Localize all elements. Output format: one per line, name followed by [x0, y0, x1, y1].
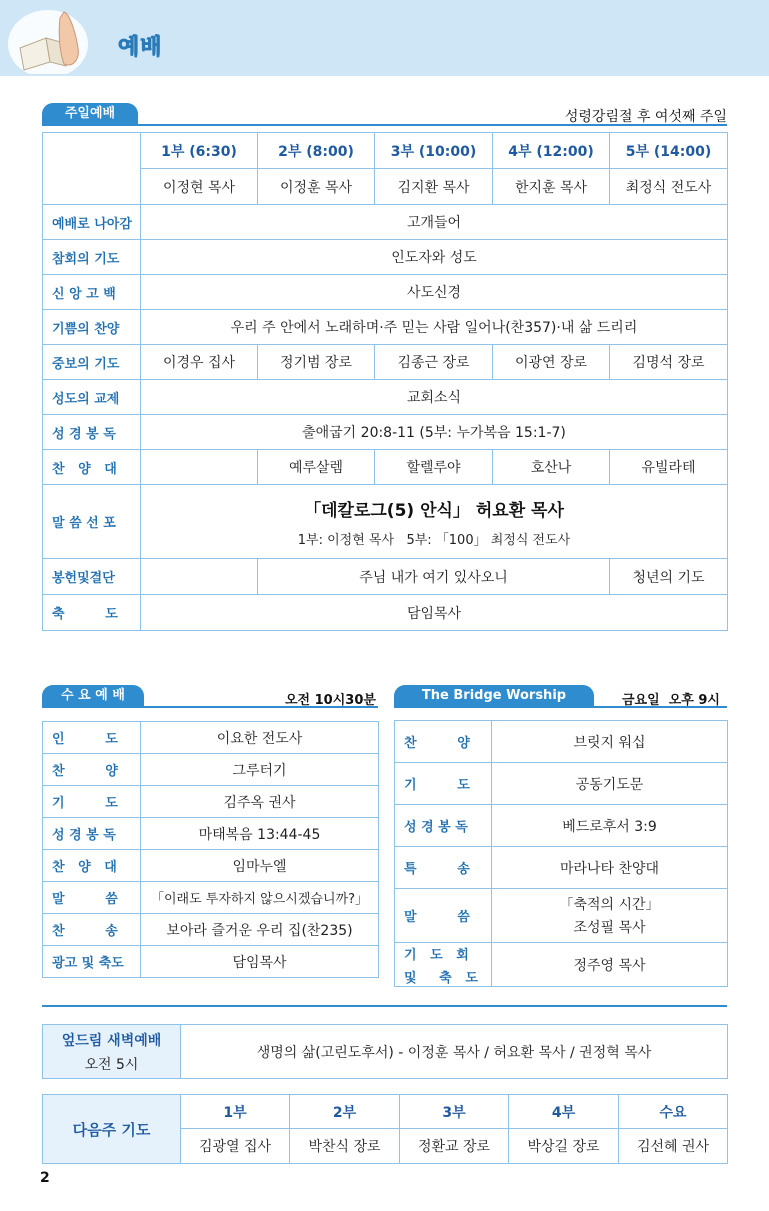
praise-value: 우리 주 안에서 노래하며·주 믿는 사람 일어나(찬357)·내 삶 드리리 — [141, 310, 728, 345]
wednesday-row-label: 찬 양 — [43, 754, 141, 786]
wednesday-row — [43, 818, 379, 850]
wednesday-row-label: 기 도 — [43, 786, 141, 818]
bridge-row-value-line: 브릿지 워십 — [573, 734, 646, 751]
bridge-row-value-line: 공동기도문 — [575, 776, 644, 793]
dawn-time: 오전 5시 — [84, 1056, 139, 1073]
wednesday-row-label: 광고 및 축도 — [43, 946, 141, 978]
row-label-scripture: 성 경 봉 독 — [43, 415, 141, 450]
bridge-row-label — [395, 763, 492, 805]
service-pastor: 김지환 목사 — [375, 169, 493, 205]
bridge-row-value-line: 「축적의 시간」 — [559, 897, 660, 913]
sermon-note: 1부: 이정현 목사 5부: 「100」 최정식 전도사 — [297, 532, 571, 548]
sermon-cell — [141, 485, 728, 559]
dawn-label: 엎드림 새벽예배 — [61, 1032, 162, 1049]
bridge-row-value-line: 베드로후서 3:9 — [562, 818, 657, 835]
wednesday-worship-tab: 수 요 예 배 — [42, 685, 144, 707]
bridge-worship-tab: The Bridge Worship — [394, 685, 594, 707]
intercession-person: 김종근 장로 — [375, 345, 493, 380]
bridge-row — [395, 889, 728, 943]
choir-empty-cell — [141, 450, 258, 485]
row-label-creed: 신 앙 고 백 — [43, 275, 141, 310]
next-week-header: 1부 — [181, 1095, 290, 1129]
page-number: 2 — [40, 1170, 50, 1186]
wednesday-row-value: 「이래도 투자하지 않으시겠습니까?」 — [141, 882, 379, 914]
dawn-prayer-table — [42, 1024, 728, 1079]
creed-value: 사도신경 — [141, 275, 728, 310]
wednesday-row-value: 마태복음 13:44-45 — [141, 818, 379, 850]
bridge-row-label-line: 말 씀 — [404, 910, 470, 925]
wednesday-row-label: 말 씀 — [43, 882, 141, 914]
bridge-worship-table — [394, 720, 728, 987]
page-header — [0, 0, 769, 76]
row-label-benediction: 축 도 — [43, 595, 141, 631]
choir-name: 호산나 — [493, 450, 610, 485]
sunday-season: 성령강림절 후 여섯째 주일 — [564, 109, 727, 125]
service-header: 3부 (10:00) — [375, 133, 493, 169]
wednesday-row-value: 담임목사 — [141, 946, 379, 978]
bridge-row-label — [395, 889, 492, 943]
wednesday-row — [43, 882, 379, 914]
fellowship-value: 교회소식 — [141, 380, 728, 415]
service-pastor: 이정현 목사 — [141, 169, 258, 205]
service-header: 2부 (8:00) — [258, 133, 375, 169]
bridge-row — [395, 847, 728, 889]
sermon-title: 「데칼로그(5) 안식」 허요환 목사 — [304, 500, 564, 521]
bridge-row-label — [395, 721, 492, 763]
next-week-name: 김광열 집사 — [181, 1129, 290, 1164]
bridge-row-value — [492, 805, 728, 847]
bridge-row-label — [395, 805, 492, 847]
bridge-row-value — [492, 847, 728, 889]
wednesday-row-label: 찬 양 대 — [43, 850, 141, 882]
approach-value: 고개들어 — [141, 205, 728, 240]
bridge-row-value — [492, 721, 728, 763]
offering-value: 주님 내가 여기 있사오니 — [258, 559, 610, 595]
bridge-row-label-line: 기 도 회 — [404, 947, 469, 963]
wednesday-row-label: 찬 송 — [43, 914, 141, 946]
dawn-value: 생명의 삶(고린도후서) - 이정훈 목사 / 허요환 목사 / 권정혁 목사 — [181, 1025, 728, 1079]
row-label-praise: 기쁨의 찬양 — [43, 310, 141, 345]
bridge-row-label-line: 및 축 도 — [404, 970, 478, 986]
bridge-row-label — [395, 943, 492, 987]
bridge-row-label-line: 찬 양 — [404, 736, 470, 751]
wednesday-row-value: 그루터기 — [141, 754, 379, 786]
wednesday-row — [43, 850, 379, 882]
next-week-name: 박상길 장로 — [509, 1129, 619, 1164]
next-week-label: 다음주 기도 — [43, 1095, 181, 1164]
service-header: 5부 (14:00) — [610, 133, 728, 169]
bridge-row-label — [395, 847, 492, 889]
bridge-row-value — [492, 889, 728, 943]
service-pastor: 이정훈 목사 — [258, 169, 375, 205]
corner-cell — [43, 133, 141, 205]
choir-name: 예루살렘 — [258, 450, 375, 485]
offering-value-5: 청년의 기도 — [610, 559, 728, 595]
next-week-prayer-table — [42, 1094, 728, 1164]
section-separator — [42, 1005, 727, 1007]
bridge-row-value-line: 마라나타 찬양대 — [559, 860, 660, 877]
choir-name: 할렐루야 — [375, 450, 493, 485]
sunday-worship-tab: 주일예배 — [42, 103, 138, 125]
wednesday-row-value: 이요한 전도사 — [141, 722, 379, 754]
bridge-row — [395, 721, 728, 763]
next-week-name: 김선혜 권사 — [619, 1129, 728, 1164]
offering-empty-cell — [141, 559, 258, 595]
row-label-intercession: 중보의 기도 — [43, 345, 141, 380]
service-header: 4부 (12:00) — [493, 133, 610, 169]
scripture-value: 출애굽기 20:8-11 (5부: 누가복음 15:1-7) — [141, 415, 728, 450]
intercession-person: 정기범 장로 — [258, 345, 375, 380]
next-week-header: 4부 — [509, 1095, 619, 1129]
bridge-row — [395, 805, 728, 847]
wednesday-row-label: 성 경 봉 독 — [43, 818, 141, 850]
bridge-row-value — [492, 943, 728, 987]
choir-name: 유빌라테 — [610, 450, 728, 485]
row-label-approach: 예배로 나아감 — [43, 205, 141, 240]
wednesday-row — [43, 946, 379, 978]
service-header: 1부 (6:30) — [141, 133, 258, 169]
next-week-header: 수요 — [619, 1095, 728, 1129]
praying-hand-bible-icon — [6, 4, 98, 74]
row-label-sermon: 말 씀 선 포 — [43, 485, 141, 559]
row-label-choir: 찬 양 대 — [43, 450, 141, 485]
bridge-row-value-line: 조성필 목사 — [573, 920, 646, 936]
confession-value: 인도자와 성도 — [141, 240, 728, 275]
row-label-offering: 봉헌및결단 — [43, 559, 141, 595]
wednesday-row — [43, 722, 379, 754]
benediction-value: 담임목사 — [141, 595, 728, 631]
bridge-time: 금요일 오후 9시 — [622, 693, 720, 708]
next-week-name: 정환교 장로 — [400, 1129, 509, 1164]
bridge-row-value-line: 정주영 목사 — [573, 957, 646, 974]
wednesday-worship-table — [42, 721, 379, 978]
wednesday-row-value: 보아라 즐거운 우리 집(찬235) — [141, 914, 379, 946]
bridge-row — [395, 943, 728, 987]
bridge-row-label-line: 성 경 봉 독 — [404, 820, 468, 835]
next-week-name: 박찬식 장로 — [290, 1129, 400, 1164]
wednesday-row — [43, 786, 379, 818]
wednesday-row — [43, 914, 379, 946]
intercession-person: 이경우 집사 — [141, 345, 258, 380]
row-label-confession: 참회의 기도 — [43, 240, 141, 275]
page-title: 예배 — [118, 35, 163, 60]
row-label-fellowship: 성도의 교제 — [43, 380, 141, 415]
sunday-worship-table — [42, 132, 728, 631]
wednesday-row-label: 인 도 — [43, 722, 141, 754]
wednesday-row-value: 임마누엘 — [141, 850, 379, 882]
intercession-person: 이광연 장로 — [493, 345, 610, 380]
dawn-label-cell — [43, 1025, 181, 1079]
bridge-row-value — [492, 763, 728, 805]
wednesday-row — [43, 754, 379, 786]
bridge-row — [395, 763, 728, 805]
next-week-header: 2부 — [290, 1095, 400, 1129]
service-pastor: 한지훈 목사 — [493, 169, 610, 205]
wednesday-time: 오전 10시30분 — [285, 693, 376, 708]
intercession-person: 김명석 장로 — [610, 345, 728, 380]
next-week-header: 3부 — [400, 1095, 509, 1129]
bridge-row-label-line: 기 도 — [404, 778, 470, 793]
bridge-row-label-line: 특 송 — [404, 862, 470, 877]
wednesday-row-value: 김주옥 권사 — [141, 786, 379, 818]
service-pastor: 최정식 전도사 — [610, 169, 728, 205]
